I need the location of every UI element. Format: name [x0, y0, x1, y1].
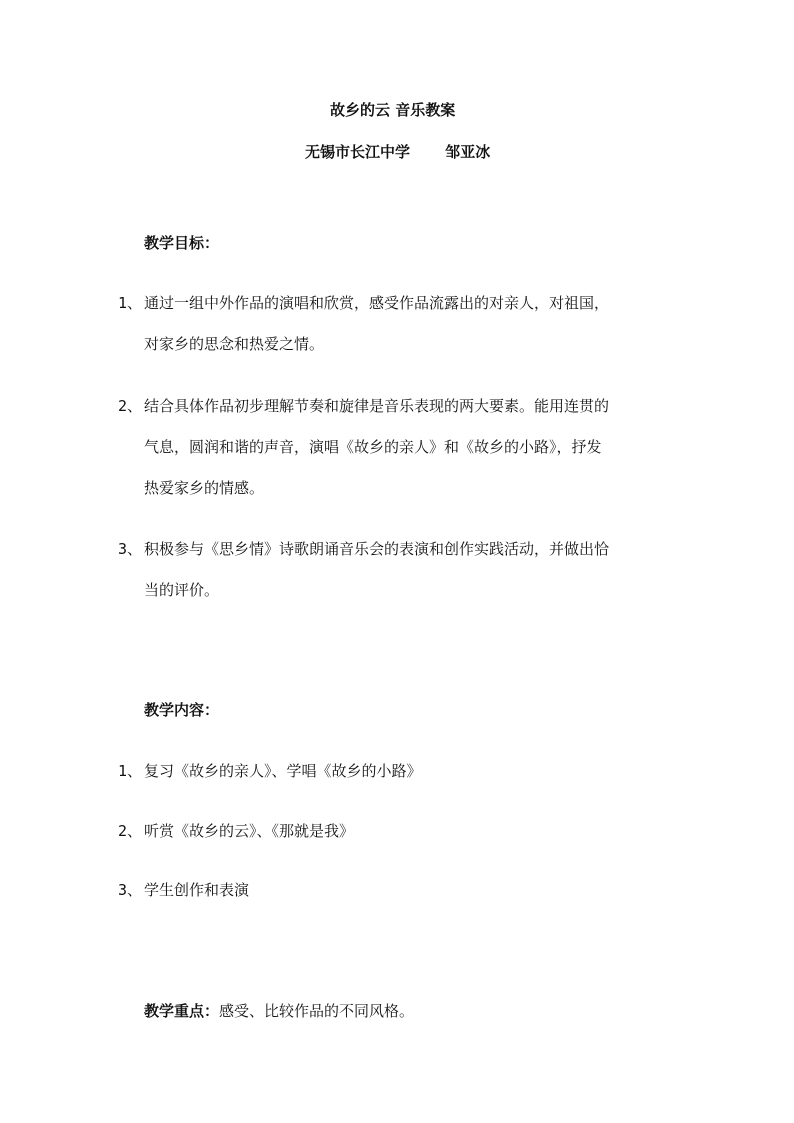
objective-text-line: 结合具体作品初步理解节奏和旋律是音乐表现的两大要素。能用连贯的 — [144, 397, 610, 415]
author-name: 邹亚冰 — [445, 143, 491, 161]
page-title: 故乡的云 音乐教案 — [330, 101, 456, 119]
content-heading: 教学内容： — [144, 701, 220, 719]
content-number: 3、 — [118, 881, 143, 899]
teaching-focus — [144, 1001, 414, 1021]
objective-number: 2、 — [118, 397, 143, 415]
objective-text-line: 对家乡的思念和热爱之情。 — [144, 335, 325, 353]
focus-text: 感受、比较作品的不同风格。 — [219, 1002, 415, 1020]
content-number: 1、 — [118, 762, 143, 780]
objective-text-line: 当的评价。 — [144, 581, 220, 599]
school-name: 无锡市长江中学 — [305, 143, 411, 161]
objective-number: 1、 — [118, 294, 143, 312]
objective-text-line: 气息，圆润和谐的声音，演唱《故乡的亲人》和《故乡的小路》，抒发 — [144, 438, 602, 456]
author-line — [305, 142, 490, 162]
objective-text-line: 通过一组中外作品的演唱和欣赏，感受作品流露出的对亲人，对祖国， — [144, 294, 610, 312]
content-text: 学生创作和表演 — [144, 881, 250, 899]
objectives-heading: 教学目标： — [144, 234, 220, 252]
content-text: 听赏《故乡的云》、《那就是我》 — [144, 822, 355, 840]
objective-text-line: 积极参与《思乡情》诗歌朗诵音乐会的表演和创作实践活动，并做出恰 — [144, 540, 610, 558]
content-text: 复习《故乡的亲人》、学唱《故乡的小路》 — [144, 762, 422, 780]
focus-label: 教学重点： — [144, 1002, 220, 1020]
objective-number: 3、 — [118, 540, 143, 558]
content-number: 2、 — [118, 822, 143, 840]
objective-text-line: 热爱家乡的情感。 — [144, 479, 265, 497]
